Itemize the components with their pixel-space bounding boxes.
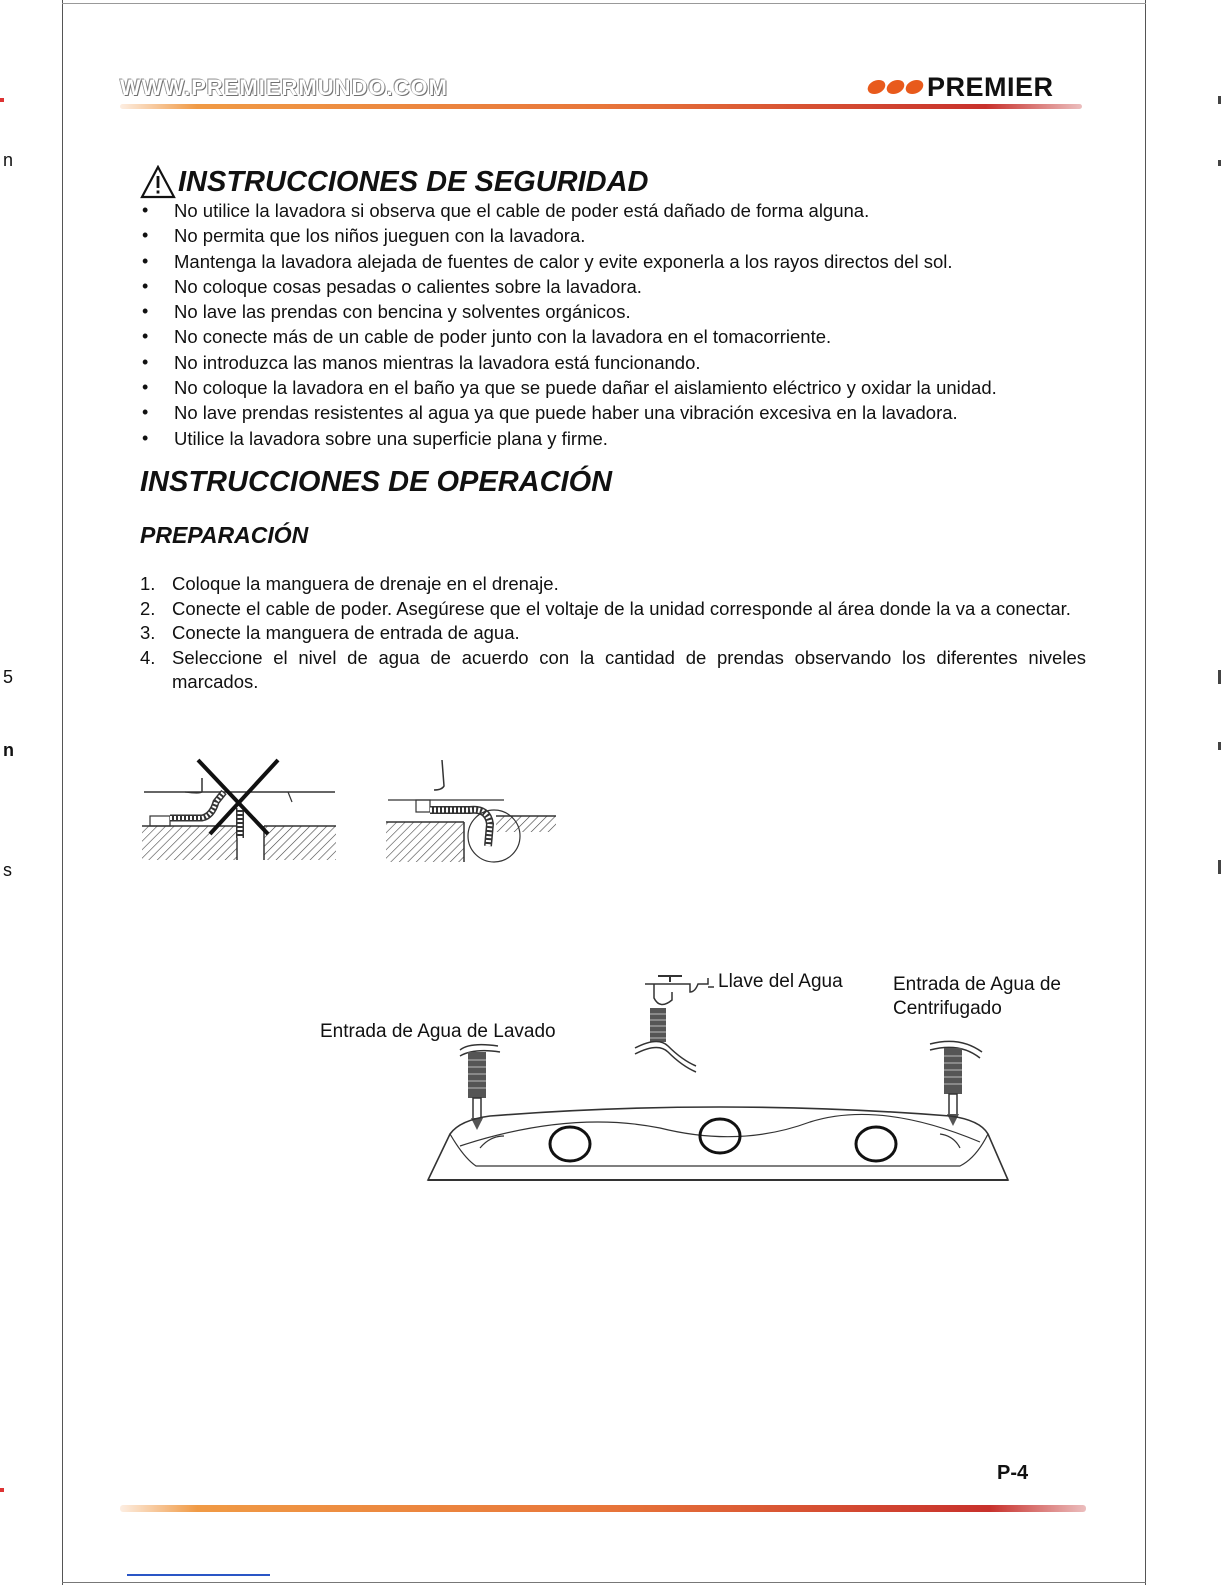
list-item [140, 646, 1086, 695]
preparation-subtitle: PREPARACIÓN [140, 522, 309, 548]
step-number: 3. [140, 622, 156, 643]
list-item: • Utilice la lavadora sobre una superficie plana y firme. [140, 426, 1100, 451]
list-item: • No introduzca las manos mientras la lavadora está funcionando. [140, 350, 1100, 375]
safety-title-text: INSTRUCCIONES DE SEGURIDAD [178, 166, 649, 198]
safety-title [140, 165, 649, 199]
adjacent-page-edge-mark [1218, 860, 1221, 874]
adjacent-page-edge-mark [0, 98, 4, 102]
safety-list [140, 198, 1100, 451]
step-text: Seleccione el nivel de agua de acuerdo con la cantidad de prendas observando los diferentes niveles marcados. [172, 646, 1086, 692]
drain-hose-incorrect-illustration [140, 758, 340, 863]
step-text: Coloque la manguera de drenaje en el drenaje. [172, 573, 559, 594]
list-item: • No coloque la lavadora en el baño ya que se puede dañar el aislamiento eléctrico y oxidar la unidad. [140, 375, 1100, 400]
step-number: 2. [140, 597, 156, 619]
adjacent-page-edge-mark [1218, 96, 1221, 104]
list-item: • No lave las prendas con bencina y solventes orgánicos. [140, 299, 1100, 324]
drain-hose-correct-illustration [384, 758, 559, 868]
adjacent-page-fragment: n [3, 150, 14, 170]
faucet-label: Llave del Agua [718, 971, 843, 992]
adjacent-page-edge-mark [0, 1488, 4, 1492]
adjacent-page-fragment: s [3, 860, 12, 880]
warning-triangle-icon [140, 165, 176, 199]
site-url: WWW.PREMIERMUNDO.COM [120, 75, 448, 100]
page-frame-right [1145, 0, 1146, 1585]
operation-title: INSTRUCCIONES DE OPERACIÓN [140, 466, 613, 498]
brand-dots-icon [868, 78, 924, 96]
brand-name: PREMIER [927, 71, 1054, 102]
page-frame-top [62, 3, 1146, 4]
adjacent-page-fragment: 5 [3, 667, 14, 687]
list-item: • No utilice la lavadora si observa que el cable de poder está dañado de forma alguna. [140, 198, 1100, 223]
step-text: Conecte la manguera de entrada de agua. [172, 622, 520, 643]
brand-logo [868, 72, 1054, 102]
adjacent-page-fragment: n [3, 740, 14, 760]
list-item: • No conecte más de un cable de poder junto con la lavadora en el tomacorriente. [140, 324, 1100, 349]
list-item [140, 597, 1086, 622]
adjacent-page-edge-mark [1218, 160, 1221, 166]
header-rule [120, 104, 1082, 109]
list-item: • No permita que los niños jueguen con la lavadora. [140, 223, 1100, 248]
list-item: • No lave prendas resistentes al agua ya que puede haber una vibración excesiva en la lavadora. [140, 400, 1100, 425]
adjacent-page-edge-mark [1218, 670, 1221, 684]
preparation-steps [140, 572, 1086, 695]
list-item: • Mantenga la lavadora alejada de fuentes de calor y evite exponerla a los rayos directos del sol. [140, 249, 1100, 274]
spin-inlet-label: Entrada de Agua de Centrifugado [893, 974, 1061, 1019]
page-frame-bottom [62, 1582, 1146, 1583]
step-number: 4. [140, 646, 156, 668]
footer-rule [120, 1505, 1086, 1512]
page-frame-left [62, 0, 63, 1585]
list-item [140, 572, 1086, 597]
step-text: Conecte el cable de poder. Asegúrese que el voltaje de la unidad corresponde al área donde la va a conectar. [172, 597, 1071, 619]
bottom-link-mark [127, 1574, 270, 1576]
list-item: • No coloque cosas pesadas o calientes sobre la lavadora. [140, 274, 1100, 299]
page-number: P-4 [997, 1462, 1029, 1484]
wash-inlet-label: Entrada de Agua de Lavado [320, 1021, 556, 1042]
step-number: 1. [140, 573, 156, 594]
list-item [140, 621, 1086, 646]
adjacent-page-edge-mark [1218, 742, 1221, 750]
